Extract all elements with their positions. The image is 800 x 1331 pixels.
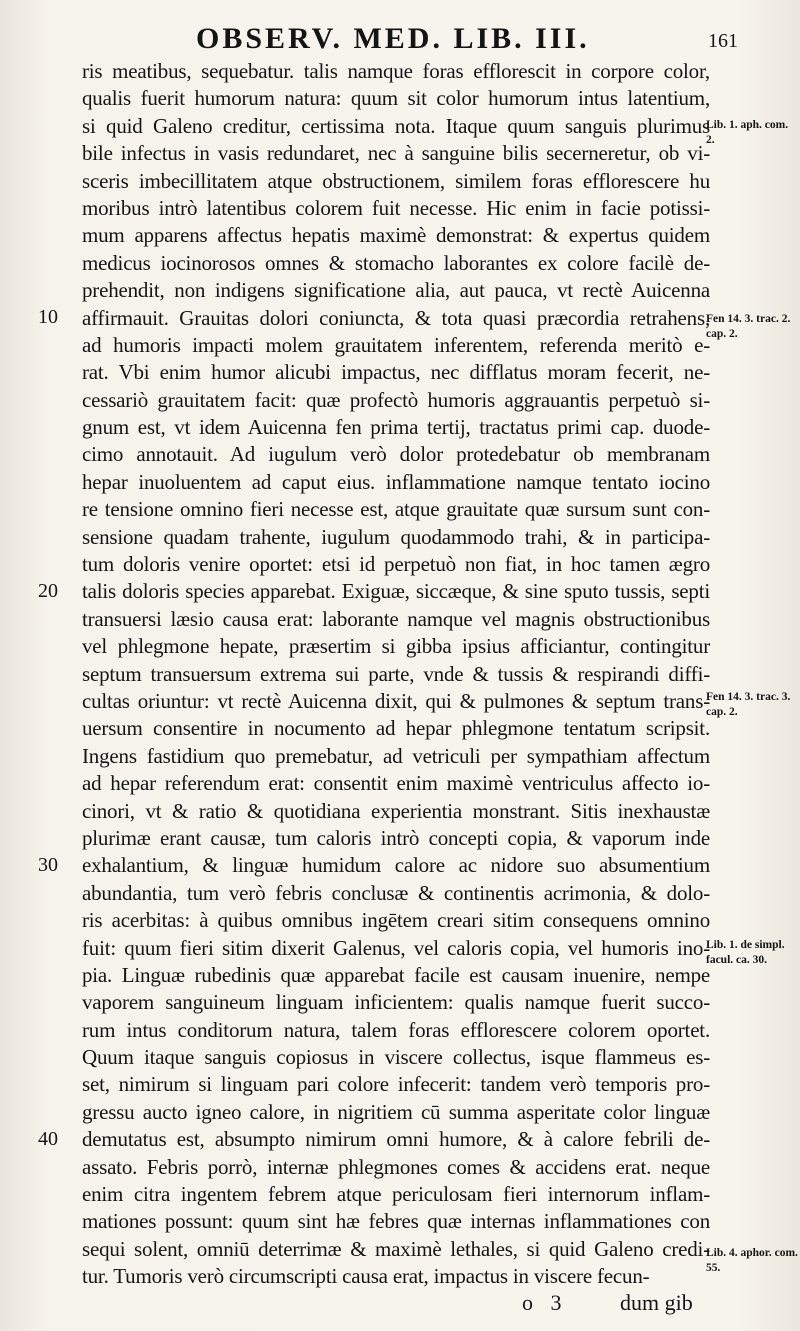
side-note: Fen 14. 3. trac. 3. cap. 2.	[706, 691, 791, 718]
text-line: talis doloris species apparebat. Exiguæ, siccæque, & sine sputo tussis, septi	[82, 579, 710, 604]
text-line: abundantia, tum verò febris conclusæ & continentis acrimonia, & dolo-	[82, 880, 710, 905]
text-line: fuit: quum fieri sitim dixerit Galenus, vel caloris copia, vel humoris ino-	[82, 935, 710, 960]
main-text-block	[82, 58, 710, 1291]
side-note: Fen 14. 3. trac. 2. cap. 2.	[706, 313, 791, 340]
text-line: gressu aucto igneo calore, in nigritiem cū summa asperitate color linguæ	[82, 1099, 710, 1124]
page-footer	[0, 1286, 800, 1326]
text-line: ris acerbitas: à quibus omnibus ingētem creari sitim consequens omnino	[82, 908, 710, 933]
text-line: transuersi læsio causa erat: laborante namque vel magnis obstructionibus	[82, 606, 710, 631]
text-line: exhalantium, & linguæ humidum calore ac nidore suo absumentium	[82, 853, 710, 878]
text-line: sequi solent, omniū deterrimæ & maximè lethales, si quid Galeno credi-	[82, 1236, 710, 1261]
text-line: hepar inuoluentem ad caput eius. inflammatione namque tentato iocino	[82, 469, 710, 494]
text-line: vel phlegmone hepate, præsertim si gibba ipsius afficiantur, contingitur	[82, 634, 710, 659]
text-line: cultas oriuntur: vt rectè Auicenna dixit, qui & pulmones & septum trans-	[82, 688, 710, 713]
text-line: Ingens fastidium quo premebatur, ad vetriculi per sympathiam affectum	[82, 743, 710, 768]
text-line: medicus iocinorosos omnes & stomacho laborantes ex colore facilè de-	[82, 250, 710, 275]
side-note: Lib. 4. aphor. com. 55.	[706, 1247, 798, 1274]
text-line: vaporem sanguineum linguam inficientem: qualis namque fuerit succo-	[82, 990, 710, 1015]
text-line: plurimæ erant causæ, tum caloris intrò concepti copia, & vaporum inde	[82, 825, 710, 850]
text-line: ad hepar referendum erat: consentit enim maximè ventriculus affecto io-	[82, 771, 710, 796]
text-line: prehendit, non indigens significatione alia, aut pauca, vt rectè Auicenna	[82, 278, 710, 303]
text-line: assato. Febris porrò, internæ phlegmones comes & accidens erat. neque	[82, 1154, 710, 1179]
line-number-10: 10	[38, 306, 58, 328]
text-line: rum intus conditorum natura, talem foras efflorescere colorem oportet.	[82, 1017, 710, 1042]
text-line: si quid Galeno creditur, certissima nota. Itaque quum sanguis plurimus	[82, 113, 710, 138]
text-line: demutatus est, absumpto nimirum omni humore, & à calore febrili de-	[82, 1127, 710, 1152]
text-line: tur. Tumoris verò circumscripti causa erat, impactus in viscere fecun-	[82, 1264, 650, 1289]
line-number-20: 20	[38, 580, 58, 602]
text-line: bile infectus in vasis redundaret, nec à sanguine bilis secerneretur, ob vi-	[82, 141, 710, 166]
text-line: qualis fuerit humorum natura: quum sit color humorum intus latentium,	[82, 86, 710, 111]
text-line: gnum est, vt idem Auicenna fen prima tertij, tractatus primi cap. duode-	[82, 415, 710, 440]
page-header	[0, 16, 800, 56]
catchword: dum gib	[620, 1290, 693, 1315]
text-line: moribus intrò latentibus colorem fuit necesse. Hic enim in facie potissi-	[82, 195, 710, 220]
text-line: uersum consentire in nocumento ad hepar phlegmone tentatum scripsit.	[82, 716, 710, 741]
line-number-40: 40	[38, 1128, 58, 1150]
text-line: cimo annotauit. Ad iugulum verò dolor protedebatur ob membranam	[82, 442, 710, 467]
side-note: Lib. 1. de simpl. facul. ca. 30.	[706, 939, 785, 966]
side-note: Lib. 1. aph. com. 2.	[706, 119, 789, 146]
text-line: tum doloris venire oportet: etsi id perpetuò non fiat, in hoc tamen ægro	[82, 552, 710, 577]
text-line: sensione quadam trahente, iugulum quodammodo trahi, & in participa-	[82, 524, 710, 549]
text-line: cinori, vt & ratio & quotidiana experientia monstrant. Sitis inexhaustæ	[82, 798, 710, 823]
line-number-30: 30	[38, 854, 58, 876]
text-line: enim citra ingentem febrem atque periculosam fieri internorum inflam-	[82, 1182, 710, 1207]
text-line: cessariò grauitatem facit: quæ profectò humoris aggrauantis perpetuò si-	[82, 387, 710, 412]
text-line: ris meatibus, sequebatur. talis namque foras efflorescit in corpore color,	[82, 59, 710, 83]
text-line: septum transuersum extrema sui parte, vnde & tussis & respirandi diffi-	[82, 661, 710, 686]
text-line: ad humoris impacti molem grauitatem inferentem, referenda meritò e-	[82, 332, 710, 357]
text-line: mationes possunt: quum sint hæ febres quæ internas inflammationes con	[82, 1209, 710, 1234]
text-line: mum apparens affectus hepatis maximè demonstrat: & expertus quidem	[82, 223, 710, 248]
text-line: affirmauit. Grauitas dolori coniuncta, & tota quasi præcordia retrahens,	[82, 305, 710, 330]
text-line: rat. Vbi enim humor alicubi impactus, nec difflatus moram fecerit, ne-	[82, 360, 710, 385]
text-line: sceris imbecillitatem atque obstructionem, similem foras efflorescere hu	[82, 168, 710, 193]
running-head: OBSERV. MED. LIB. III.	[196, 22, 590, 55]
text-line: pia. Linguæ rubedinis quæ apparebat facile est causam inuenire, nempe	[82, 962, 710, 987]
text-line: re tensione omnino fieri necesse est, atque grauitate quæ sursum sunt con-	[82, 497, 710, 522]
page-number: 161	[708, 30, 738, 52]
text-line: Quum itaque sanguis copiosus in viscere collectus, isque flammeus es-	[82, 1045, 710, 1070]
signature-mark: o 3	[522, 1290, 568, 1315]
text-line: set, nimirum si linguam pari colore infecerit: tandem verò temporis pro-	[82, 1072, 710, 1097]
